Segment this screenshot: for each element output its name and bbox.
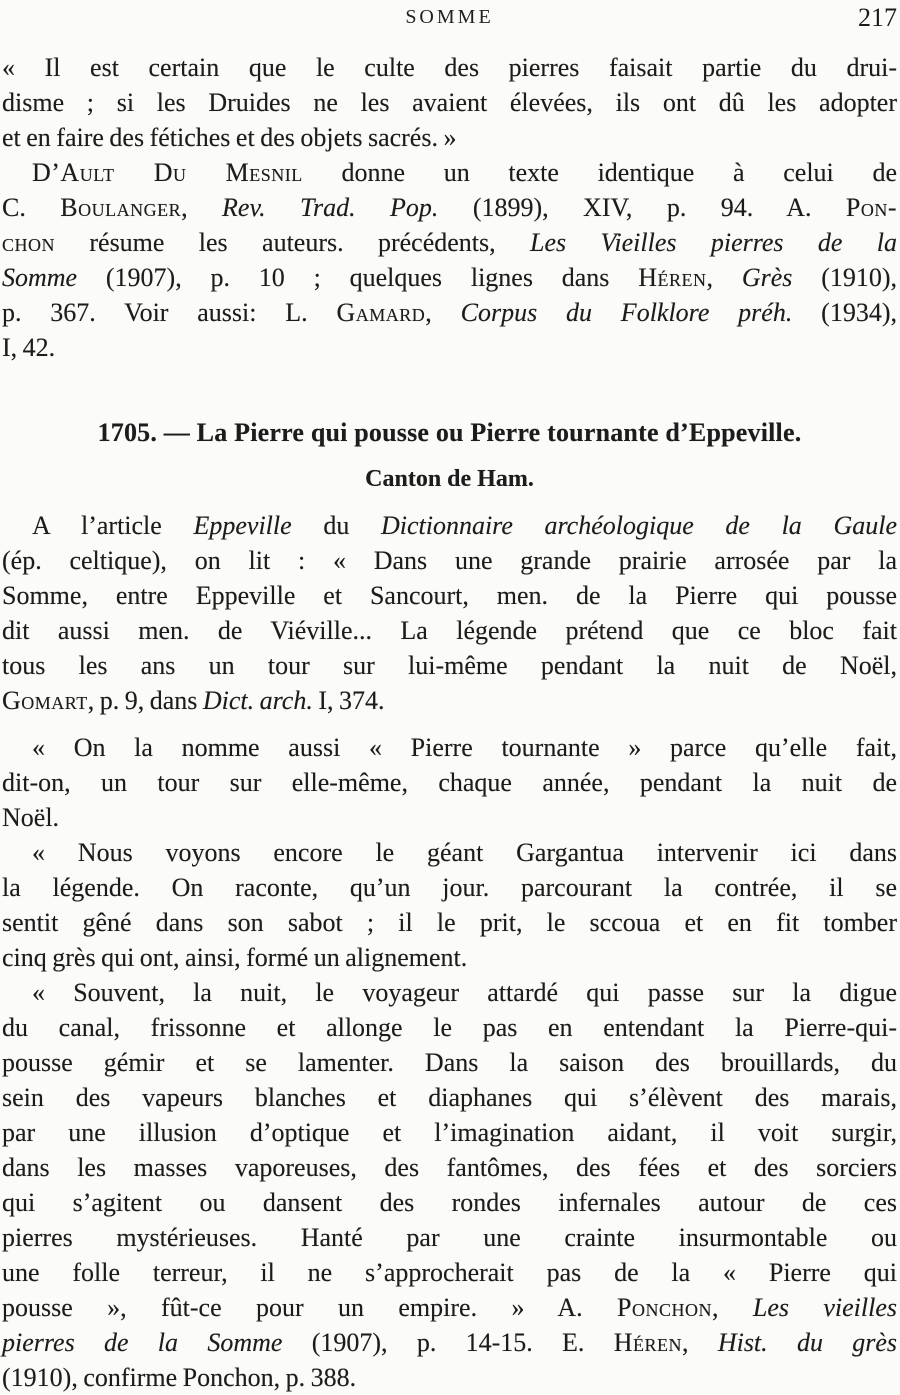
text-line (2, 1115, 897, 1150)
body-text: du canal, frissonne et allonge le pas en entendant la Pierre-qui- (2, 1013, 897, 1042)
body-text: sentit gêné dans son sabot ; il le prit, le sccoua et en fit tomber (2, 908, 897, 937)
body-text: A l’article (32, 511, 194, 540)
body-text: et en faire des fétiches et des objets sacrés. » (2, 123, 457, 152)
body-text: Noël. (2, 803, 60, 832)
italic-text: Rev. Trad. Pop. (222, 193, 439, 222)
paragraph (2, 508, 897, 718)
text-line (2, 120, 897, 155)
text-line (2, 330, 897, 365)
text-line (2, 800, 897, 835)
body-text: dans les masses vaporeuses, des fantômes, des fées et des sorciers (2, 1153, 897, 1182)
body-text: par une illusion d’optique et l’imagination aidant, il voit surgir, (2, 1118, 897, 1147)
text-line (2, 1010, 897, 1045)
body-text: I, 42. (2, 333, 56, 362)
text-line (2, 508, 897, 543)
body-text: , (181, 193, 223, 222)
body-text: (1934), (792, 298, 897, 327)
text-line (2, 295, 897, 330)
text-line (2, 85, 897, 120)
intro-paragraphs (2, 50, 897, 365)
body-text: (1907), p. 10 ; quelques lignes dans (77, 263, 639, 292)
text-line (2, 1080, 897, 1115)
text-line (2, 765, 897, 800)
body-text: « Il est certain que le culte des pierres faisait partie du drui- (2, 53, 897, 82)
page-header (2, 3, 897, 34)
body-text: I, 374. (312, 686, 385, 715)
text-line (2, 1185, 897, 1220)
body-text: une folle terreur, il ne s’approcherait pas de la « Pierre qui (2, 1258, 897, 1287)
body-text: « On la nomme aussi « Pierre tournante » parce qu’elle fait, (32, 733, 897, 762)
text-line (2, 50, 897, 85)
body-text: « Souvent, la nuit, le voyageur attardé qui passe sur la digue (32, 978, 897, 1007)
body-text: tous les ans un tour sur lui-même pendant la nuit de Noël, (2, 651, 897, 680)
body-text: , (712, 1293, 753, 1322)
text-line (2, 1150, 897, 1185)
text-line (2, 1290, 897, 1325)
smallcaps-name: chon (2, 228, 56, 257)
smallcaps-name: Ponchon (617, 1293, 712, 1322)
smallcaps-name: Gamard (336, 298, 426, 327)
body-text: du (291, 511, 381, 540)
italic-text: Dictionnaire archéologique de la Gaule (380, 511, 897, 540)
italic-text: Somme (2, 263, 78, 292)
page-number: 217 (858, 3, 897, 32)
body-text: pousse gémir et se lamenter. Dans la saison des brouillards, du (2, 1048, 897, 1077)
italic-text: Grès (741, 263, 793, 292)
smallcaps-name: Héren (613, 1328, 683, 1357)
text-line (2, 1220, 897, 1255)
body-text: sein des vapeurs blanches et diaphanes qui s’élèvent des marais, (2, 1083, 897, 1112)
body-text: , (425, 298, 461, 327)
body-text: pousse », fût-ce pour un empire. » A. (2, 1293, 618, 1322)
text-line (2, 870, 897, 905)
body-text: dit-on, un tour sur elle-même, chaque année, pendant la nuit de (2, 768, 897, 797)
body-text: (1907), p. 14-15. E. (282, 1328, 614, 1357)
smallcaps-name: Gomart (2, 686, 88, 715)
body-text: disme ; si les Druides ne les avaient élevées, ils ont dû les adopter (2, 88, 897, 117)
text-line (2, 1325, 897, 1360)
entry-heading: 1705. — La Pierre qui pousse ou Pierre tournante d’Eppeville. (97, 418, 802, 447)
text-line (2, 260, 897, 295)
italic-text: Les vieilles (752, 1293, 897, 1322)
text-line (2, 1255, 897, 1290)
body-text: qui s’agitent ou dansent des rondes infernales autour de ces (2, 1188, 897, 1217)
body-text: dit aussi men. de Viéville... La légende prétend que ce bloc fait (2, 616, 897, 645)
paragraph (2, 835, 897, 975)
entry-canton-heading: Canton de Ham. (365, 466, 534, 492)
body-text: résume les auteurs. précédents, (55, 228, 530, 257)
paragraph (2, 975, 897, 1395)
text-line (2, 975, 897, 1010)
text-line (2, 683, 897, 718)
text-line (2, 940, 897, 975)
paragraph (2, 155, 897, 365)
text-line (2, 543, 897, 578)
smallcaps-name: Boulanger (60, 193, 182, 222)
body-text: p. 367. Voir aussi: L. (2, 298, 337, 327)
body-text: cinq grès qui ont, ainsi, formé un alignement. (2, 943, 468, 972)
body-text: (1910), (792, 263, 898, 292)
smallcaps-name: Pon- (845, 193, 898, 222)
italic-text: Eppeville (193, 511, 292, 540)
text-line (2, 578, 897, 613)
text-line (2, 155, 897, 190)
text-line (2, 905, 897, 940)
body-text: , (682, 1328, 718, 1357)
body-text: donne un texte identique à celui de (302, 158, 897, 187)
italic-text: Dict. arch. (202, 686, 313, 715)
text-line (2, 1360, 897, 1395)
italic-text: Corpus du Folklore préh. (460, 298, 793, 327)
text-line (2, 1045, 897, 1080)
body-text: (1899), XIV, p. 94. A. (438, 193, 846, 222)
body-text: , (706, 263, 742, 292)
body-text: (ép. celtique), on lit : « Dans une grande prairie arrosée par la (2, 546, 897, 575)
body-text: pierres mystérieuses. Hanté par une crainte insurmontable ou (2, 1223, 897, 1252)
body-text: , p. 9, dans (87, 686, 203, 715)
text-line (2, 613, 897, 648)
italic-text: Les Vieilles pierres de la (529, 228, 898, 257)
text-line (2, 190, 897, 225)
running-title: SOMME (405, 6, 494, 28)
paragraph (2, 50, 897, 155)
smallcaps-name: Héren (638, 263, 707, 292)
text-line (2, 648, 897, 683)
body-text: la légende. On raconte, qu’un jour. parcourant la contrée, il se (2, 873, 897, 902)
body-text: Somme, entre Eppeville et Sancourt, men. de la Pierre qui pousse (2, 581, 897, 610)
text-line (2, 730, 897, 765)
body-text: C. (2, 193, 61, 222)
paragraph (2, 730, 897, 835)
italic-text: pierres de la Somme (2, 1328, 283, 1357)
body-text: « Nous voyons encore le géant Gargantua intervenir ici dans (32, 838, 897, 867)
text-line (2, 225, 897, 260)
smallcaps-name: D’Ault Du Mesnil (32, 158, 303, 187)
body-paragraphs (2, 508, 897, 1395)
italic-text: Hist. du grès (717, 1328, 898, 1357)
text-line (2, 835, 897, 870)
body-text: (1910), confirme Ponchon, p. 388. (2, 1363, 357, 1392)
